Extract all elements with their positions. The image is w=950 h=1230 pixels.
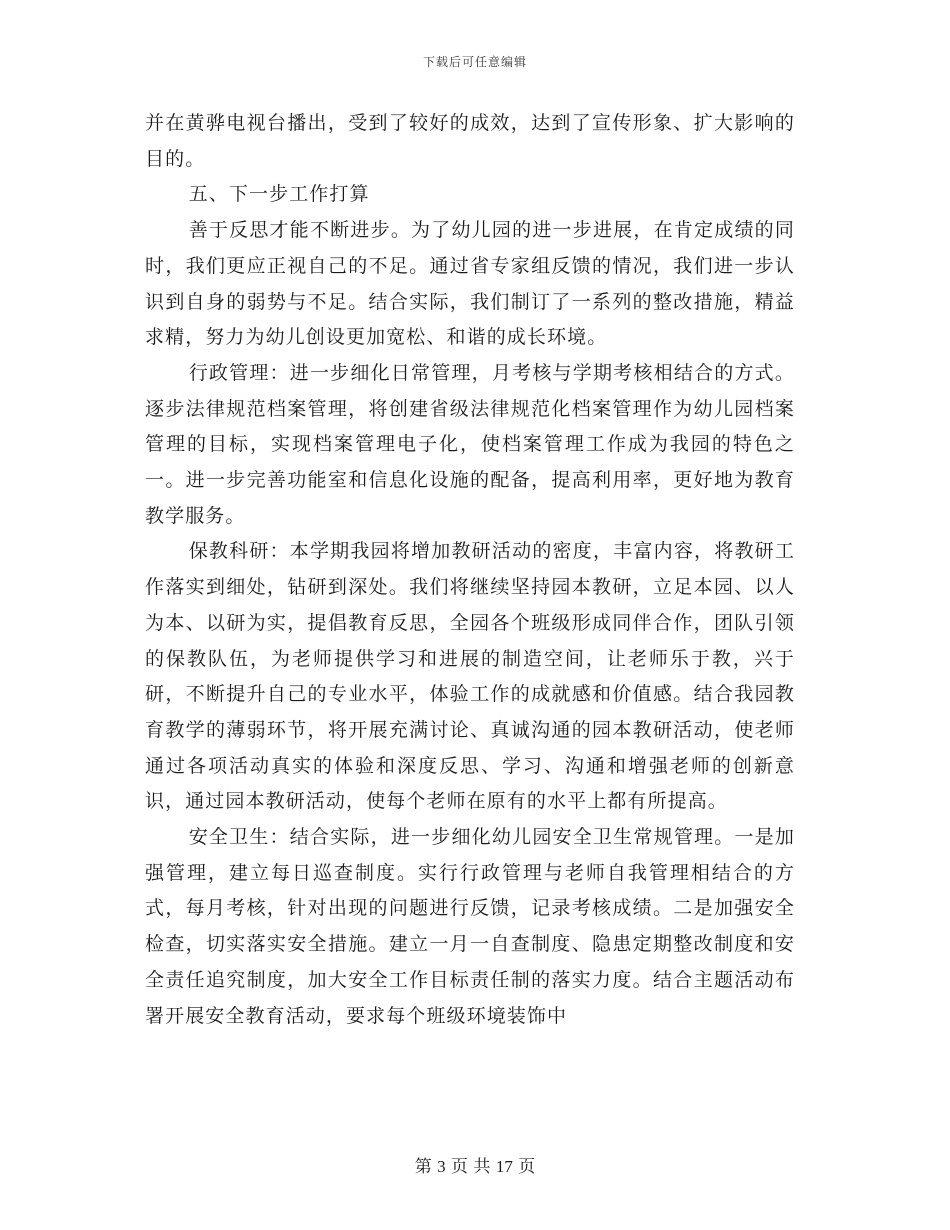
page-header: 下载后可任意编辑 xyxy=(422,55,527,69)
paragraph-continuation: 并在黄骅电视台播出，受到了较好的成效，达到了宣传形象、扩大影响的目的。 xyxy=(145,112,795,170)
footer-middle: 页 共 xyxy=(451,1157,491,1177)
footer-prefix: 第 xyxy=(414,1157,432,1177)
paragraph-administration: 行政管理：进一步细化日常管理，月考核与学期考核相结合的方式。逐步法律规范档案管理，将创建省级法律规范化档案管理作为幼儿园档案管理的目标，实现档案管理电子化，使档案管理工作成为我园的特色之一。进一步完善功能室和信息化设施的配备，提高利用率，更好地为教育教学服务。 xyxy=(145,361,795,527)
page-total: 17 xyxy=(495,1157,513,1176)
page-footer xyxy=(0,1152,950,1177)
page-number: 3 xyxy=(437,1157,446,1176)
paragraph-reflection: 善于反思才能不断进步。为了幼儿园的进一步进展，在肯定成绩的同时，我们更应正视自己的不足。通过省专家组反馈的情况，我们进一步认识到自身的弱势与不足。结合实际，我们制订了一系列的整改措施，精益求精，努力为幼儿创设更加宽松、和谐的成长环境。 xyxy=(145,219,795,349)
footer-suffix: 页 xyxy=(518,1157,536,1177)
paragraph-safety-hygiene: 安全卫生：结合实际，进一步细化幼儿园安全卫生常规管理。一是加强管理，建立每日巡查制度。实行行政管理与老师自我管理相结合的方式，每月考核，针对出现的问题进行反馈，记录考核成绩。二是加强安全检查，切实落实安全措施。建立一月一自查制度、隐患定期整改制度和安全责任追究制度，加大安全工作目标责任制的落实力度。结合主题活动布署开展安全教育活动，要求每个班级环境装饰中 xyxy=(145,826,795,1027)
section-heading: 五、下一步工作打算 xyxy=(188,183,370,206)
document-body xyxy=(145,106,795,1034)
paragraph-teaching-research: 保教科研：本学期我园将增加教研活动的密度，丰富内容，将教研工作落实到细处，钻研到深处。我们将继续坚持园本教研，立足本园、以人为本、以研为实，提倡教育反思，全园各个班级形成同伴合作，团队引领的保教队伍，为老师提供学习和进展的制造空间，让老师乐于教，兴于研，不断提升自己的专业水平，体验工作的成就感和价值感。结合我园教育教学的薄弱环节，将开展充满讨论、真诚沟通的园本教研活动，使老师通过各项活动真实的体验和深度反思、学习、沟通和增强老师的创新意识，通过园本教研活动，使每个老师在原有的水平上都有所提高。 xyxy=(145,540,795,813)
